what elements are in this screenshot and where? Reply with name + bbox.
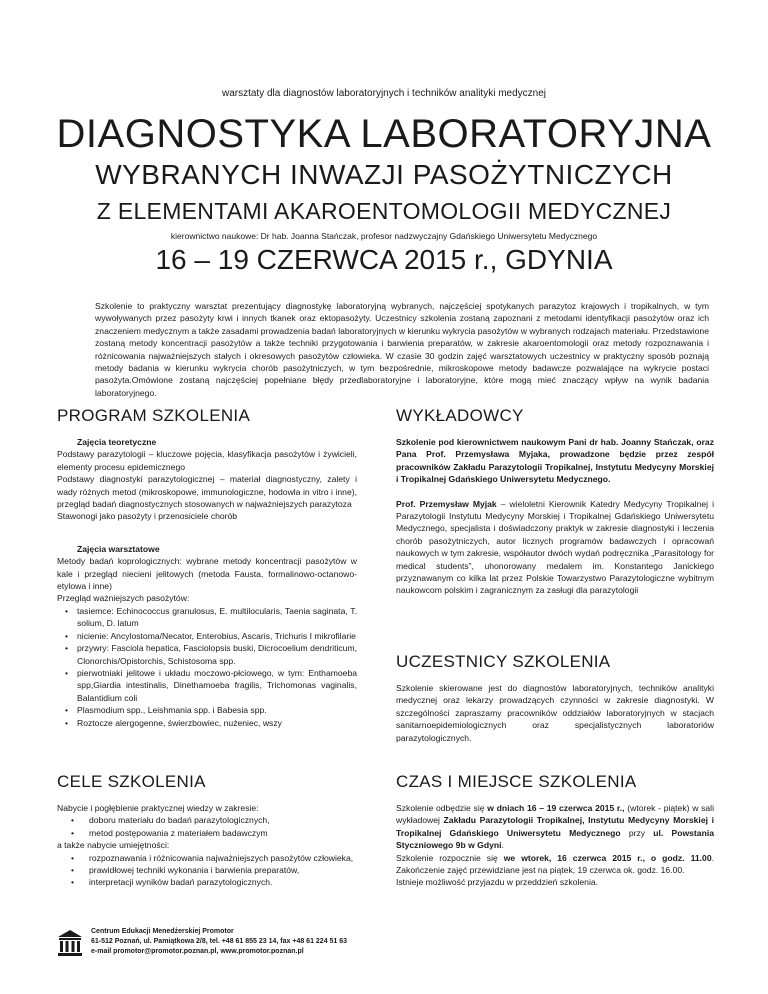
org-name: Centrum Edukacji Menedżerskiej Promotor (91, 928, 234, 935)
list-item: • rozpoznawania i różnicowania najważniejszych pasożytów człowieka, (57, 852, 357, 864)
list-item: • nicienie: Ancylostoma/Necator, Enterobius, Ascaris, Trichuris I mikrofilarie (57, 630, 357, 642)
theory-line: Podstawy parazytologii – kluczowe pojęcia, klasyfikacja pasożytów i żywicieli, elementy procesu epidemicznego (57, 449, 357, 472)
text-fragment: ul. Powstania Styczniowego 9b w Gdyni (396, 827, 714, 851)
goals-skills-intro: a także nabycie umiejętności: (57, 840, 170, 851)
lecturers-paragraph: Szkolenie pod kierownictwem naukowym Pani dr hab. Joanny Stańczak, oraz Pana Prof. Przemysława Myjaka, prowadzone będzie przez zespół pracowników Zakładu Parazytologii Tropikalnej, Instytutu Medycyny Morskiej i Tropikalnej Gdańskiego Uniwersytetu Medycznego. (396, 437, 714, 485)
program-section (57, 406, 357, 729)
lecturer-bio (396, 498, 714, 597)
list-item: • interpretacji wyników badań parazytologicznych. (57, 876, 357, 888)
footer (57, 927, 457, 967)
org-contact: e-mail promotor@promotor.poznan.pl, www.promotor.poznan.pl (91, 948, 304, 955)
list-item: • Plasmodium spp., Leishmania spp. i Babesia spp. (57, 704, 357, 716)
text-fragment: (wtorek - piątek) w sali wykładowej (396, 803, 714, 826)
lecturer-name: Prof. Przemysław Myjak (396, 498, 497, 509)
parasite-list (57, 605, 357, 729)
lecturer-bio-text: – wieloletni Kierownik Katedry Medycyny Tropikalnej i Parazytologii Instytutu Medycyny Morskiej i Tropikalnej Gdańskiego Uniwersytetu Medycznego, specjalista i doświadczony praktyk w zakresie diagnostyki i leczenia chorób pasożytniczych, autor licznych programów badawczych i opracowań naukowych w tym zakresie, współautor dwóch wydań podręcznika „Parasitology for medical students”, uhonorowany medalem im. Konstantego Janickiego przyznawanym co kilka lat przez Polskie Towarzystwo Parazytologiczne wybitnym naukowcom polskim i zagranicznym za zasługi dla parazytologii (396, 498, 714, 596)
text-fragment: we wtorek, 16 czerwca 2015 r., o godz. 11.00 (503, 852, 712, 863)
event-dates: 16 – 19 CZERWCA 2015 r., GDYNIA (155, 244, 613, 275)
workshop-title: Zajęcia warsztatowe (77, 543, 160, 554)
list-item: • prawidłowej techniki wykonania i barwienia preparatów, (57, 864, 357, 876)
main-title: DIAGNOSTYKA LABORATORYJNA (56, 112, 712, 156)
theory-line: Stawonogi jako pasożyty i przenosiciele chorób (57, 511, 238, 522)
text-fragment: Zakładu Parazytologii Tropikalnej, Instytutu Medycyny Morskiej i Tropikalnej Gdańskiego Uniwersytetu Medycznego (396, 815, 714, 838)
participants-section (396, 652, 714, 744)
footer-text (91, 927, 347, 957)
org-address: 61-512 Poznań, ul. Pamiątkowa 2/8, tel. +48 61 855 23 14, fax +48 61 224 51 63 (91, 938, 348, 945)
lecturers-title: WYKŁADOWCY (396, 406, 524, 425)
scientific-leader: kierownictwo naukowe: Dr hab. Joanna Stańczak, profesor nadzwyczajny Gdańskiego Uniwersytetu Medycznego (170, 231, 598, 241)
text-fragment: . Zakończenie zajęć przewidziane jest na piątek, 19 czerwca ok. godz. 16.00. (396, 852, 714, 876)
goals-title: CELE SZKOLENIA (57, 772, 206, 791)
goals-intro: Nabycie i pogłębienie praktycznej wiedzy w zakresie: (57, 803, 259, 813)
intro-paragraph: Szkolenie to praktyczny warsztat prezentujący diagnostykę laboratoryjną wybranych, najczęściej spotykanych parazytoz krajowych i tropikalnych, w tym wywoływanych przez pasożyty krwi i innych tkanek oraz ektopasożyty. Uczestnicy szkolenia zostaną zapoznani z metodami identyfikacji pasożytów oraz ich znaczeniem medycznym a także zasadami prowadzenia badań laboratoryjnych w kierunku wykrycia pasożytów w wybranych rodzajach materiału. Przedstawione zostaną metody koncentracji pasożytów a także techniki przygotowania i barwienia preparatów, w zakresie akaroentomologii oraz metody rozpoznawania i różnicowania najważniejszych stałych i okresowych pasożytów człowieka. W czasie 30 godzin zajęć warsztatowych uczestnicy w praktyczny sposób poznają metody badania w kierunku wykrycia chorób pasożytniczych, w tym bezpośrednie, mikroskopowe metody badawcze pozwalające na wykrycie postaci pasożyta.Omówione zostaną najczęściej popełniane błędy przedlaboratoryjne i laboratoryjne, które mogą mieć znaczący wpływ na wynik badania laboratoryjnego. (95, 301, 709, 398)
program-title: PROGRAM SZKOLENIA (57, 406, 251, 425)
theory-title: Zajęcia teoretyczne (77, 437, 157, 447)
time-place-text (396, 802, 714, 852)
text-fragment: w dniach 16 – 19 czerwca 2015 r., (487, 803, 625, 813)
goals-knowledge-list (57, 814, 357, 839)
list-item: • metod postępowania z materiałem badawczym (57, 827, 357, 839)
list-item: • doboru materiału do badań parazytologicznych, (57, 814, 357, 826)
list-item: • przywry: Fasciola hepatica, Fasciolopsis buski, Dicrocoelium dendriticum, Clonorchis/Opistorchis, Schistosoma spp. (57, 642, 357, 667)
workshop-line: Przegląd ważniejszych pasożytów: (57, 593, 190, 604)
participants-title: UCZESTNICY SZKOLENIA (396, 652, 611, 671)
theory-line: Podstawy diagnostyki parazytologicznej – materiał diagnostyczny, zalety i wady różnych metod (mikroskopowe, immunologiczne, hodowla in vitro i inne), przegląd badań diagnostycznych stosowanych w najważniejszych parazytoza (57, 474, 357, 510)
lecturers-section (396, 406, 714, 597)
goals-skills-list (57, 852, 357, 889)
time-place-title: CZAS I MIEJSCE SZKOLENIA (396, 772, 637, 791)
subtitle-line-2: Z ELEMENTAMI AKAROENTOMOLOGII MEDYCZNEJ (96, 198, 672, 224)
text-fragment: przy (620, 827, 654, 838)
subtitle-line-1: WYBRANYCH INWAZJI PASOŻYTNICZYCH (95, 159, 673, 190)
workshop-line: Metody badań koprologicznych: wybrane metody koncentracji pasożytów w kale i przegląd niecieni jelitowych (metoda Fausta, formalinowo-octanowo-etylowa i inne) (57, 556, 357, 592)
time-place-section (396, 772, 714, 889)
text-fragment: Szkolenie odbędzie się (396, 803, 488, 813)
list-item: • pierwotniaki jelitowe i układu moczowo-płciowego, w tym: Enthamoeba spp,Giardia intestinalis, Dinethamoeba fragilis, Trichomonas vaginalis, Balantidium coli (57, 667, 357, 704)
participants-text: Szkolenie skierowane jest do diagnostów laboratoryjnych, techników analityki medycznej oraz lekarzy prowadzących czynności w zakresie diagnostyki. W szczególności zapraszamy pracowników oddziałów laboratoryjnych w stacjach sanitarnoepidemiologicznych oraz specjalistycznych laboratoriów parazytologicznych. (396, 683, 714, 743)
building-columns-icon (57, 929, 83, 957)
list-item: • tasiemce: Echinococcus granulosus, E. multilocularis, Taenia saginata, T. solium, D. latum (57, 605, 357, 630)
pretitle: warsztaty dla diagnostów laboratoryjnych i techników analityki medycznej (221, 88, 547, 99)
text-fragment: . (501, 840, 504, 851)
text-fragment: Szkolenie rozpocznie się (396, 852, 504, 863)
goals-section (57, 772, 357, 889)
start-time-text (396, 852, 714, 877)
arrival-note: Istnieje możliwość przyjazdu w przeddzień szkolenia. (396, 877, 599, 888)
list-item: • Roztocze alergogenne, świerzbowiec, nużeniec, wszy (57, 717, 357, 729)
